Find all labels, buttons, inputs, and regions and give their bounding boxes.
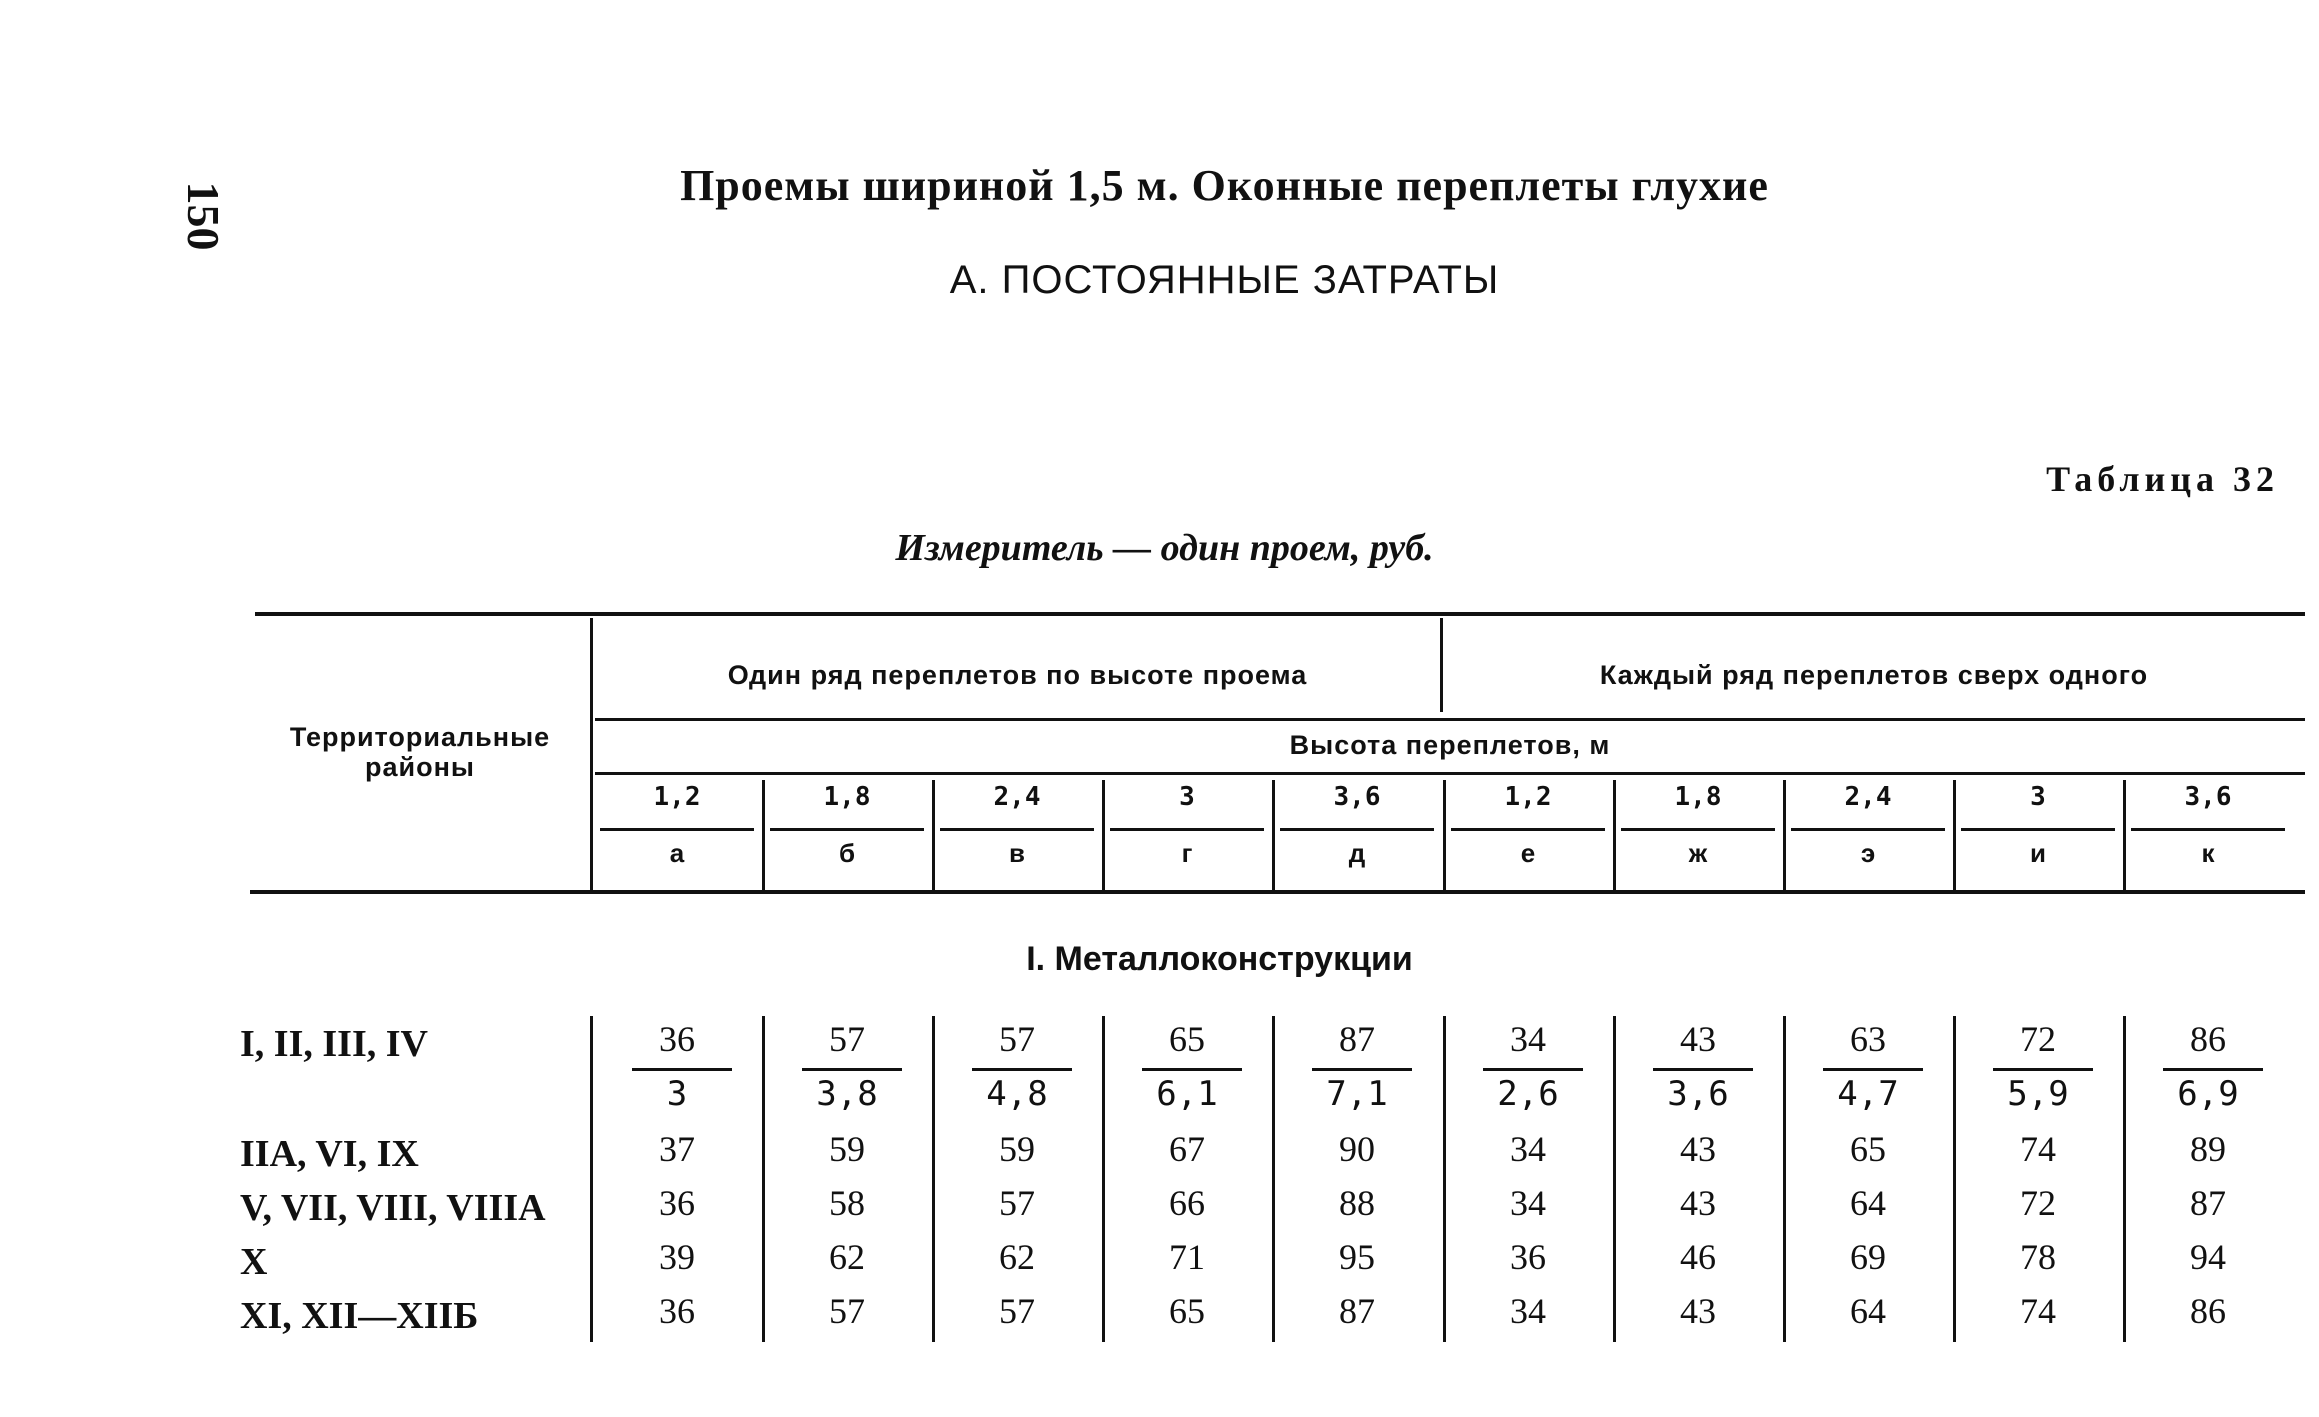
cell-value: 43 (1680, 1129, 1716, 1169)
column-divider (590, 1016, 593, 1342)
column-letter: ж (1688, 838, 1708, 868)
cell-value: 62 (829, 1237, 865, 1277)
group2-header: Каждый ряд переплетов сверх одного (1599, 660, 2149, 690)
unit-caption: Измеритель — один проем, руб. (895, 527, 1434, 569)
cell-value: 90 (1339, 1129, 1375, 1169)
cell-value: 46 (1680, 1237, 1716, 1277)
column-divider (1272, 1016, 1275, 1342)
height-caption: Высота переплетов, м (1289, 730, 1611, 760)
region-column-header: Территориальные районы (289, 722, 551, 782)
height-row-rule (940, 828, 1094, 831)
region-name: I, II, III, IV (240, 1023, 428, 1065)
cell-value: 66 (1169, 1183, 1205, 1223)
column-divider (1443, 780, 1446, 890)
column-divider (932, 1016, 935, 1342)
cell-value: 94 (2190, 1237, 2226, 1277)
fraction-bar (1312, 1068, 1412, 1071)
cell-value: 37 (659, 1129, 695, 1169)
column-divider (1783, 780, 1786, 890)
cell-value: 57 (999, 1183, 1035, 1223)
column-divider (1783, 1016, 1786, 1342)
column-letter: б (838, 838, 856, 868)
cell-value: 43 (1680, 1183, 1716, 1223)
cell-value: 59 (999, 1129, 1035, 1169)
cell-value: 34 (1510, 1291, 1546, 1331)
cell-value: 36 (659, 1183, 695, 1223)
column-divider (1613, 1016, 1616, 1342)
cell-numerator: 43 (1680, 1019, 1716, 1059)
region-name: V, VII, VIII, VIIIA (240, 1187, 546, 1229)
subsection-title: I. Металлоконструкции (1026, 940, 1413, 978)
column-divider (1443, 1016, 1446, 1342)
cell-value: 89 (2190, 1129, 2226, 1169)
cell-denominator: 5,9 (2007, 1074, 2069, 1114)
fraction-bar (972, 1068, 1072, 1071)
column-height: 1,8 (823, 782, 871, 812)
cell-value: 57 (829, 1291, 865, 1331)
column-divider (1102, 780, 1105, 890)
table-top-rule (255, 612, 2305, 616)
height-caption-rule (595, 772, 2305, 775)
cell-denominator: 3,6 (1667, 1074, 1729, 1114)
column-height: 3,6 (2184, 782, 2232, 812)
fraction-bar (1653, 1068, 1753, 1071)
cell-value: 43 (1680, 1291, 1716, 1331)
column-height: 2,4 (993, 782, 1041, 812)
column-divider (2123, 780, 2126, 890)
column-divider (762, 1016, 765, 1342)
column-letter: е (1520, 838, 1536, 868)
group1-header: Один ряд переплетов по высоте проема (727, 660, 1308, 690)
table-number: Таблица 32 (2046, 459, 2279, 499)
cell-value: 88 (1339, 1183, 1375, 1223)
cell-denominator: 4,7 (1837, 1074, 1899, 1114)
cell-numerator: 87 (1339, 1019, 1375, 1059)
cell-denominator: 3,8 (816, 1074, 878, 1114)
cell-numerator: 36 (659, 1019, 695, 1059)
cell-value: 34 (1510, 1129, 1546, 1169)
section-title: А. ПОСТОЯННЫЕ ЗАТРАТЫ (949, 258, 1500, 302)
height-row-rule (1621, 828, 1775, 831)
column-divider (1953, 780, 1956, 890)
height-row-rule (2131, 828, 2285, 831)
cell-value: 39 (659, 1237, 695, 1277)
cell-value: 69 (1850, 1237, 1886, 1277)
fraction-bar (632, 1068, 732, 1071)
cell-denominator: 3 (666, 1074, 688, 1114)
cell-value: 74 (2020, 1129, 2056, 1169)
fraction-bar (1142, 1068, 1242, 1071)
cell-value: 65 (1169, 1291, 1205, 1331)
cell-value: 59 (829, 1129, 865, 1169)
fraction-bar (1823, 1068, 1923, 1071)
height-row-rule (1451, 828, 1605, 831)
cell-value: 62 (999, 1237, 1035, 1277)
fraction-bar (1993, 1068, 2093, 1071)
cell-denominator: 2,6 (1497, 1074, 1559, 1114)
cell-value: 87 (1339, 1291, 1375, 1331)
column-letter: д (1348, 838, 1366, 868)
column-divider (762, 780, 765, 890)
column-height: 3 (2030, 782, 2046, 812)
cell-numerator: 72 (2020, 1019, 2056, 1059)
group-rule (595, 718, 2305, 721)
column-letter: а (669, 838, 685, 868)
height-row-rule (600, 828, 754, 831)
column-divider (932, 780, 935, 890)
height-row-rule (1961, 828, 2115, 831)
cell-value: 74 (2020, 1291, 2056, 1331)
cell-numerator: 34 (1510, 1019, 1546, 1059)
region-name: IIA, VI, IX (240, 1133, 419, 1175)
cell-value: 65 (1850, 1129, 1886, 1169)
cell-value: 64 (1850, 1291, 1886, 1331)
height-row-rule (770, 828, 924, 831)
column-letter: к (2201, 838, 2215, 868)
column-divider (1613, 780, 1616, 890)
column-letter: в (1009, 838, 1025, 868)
cell-value: 78 (2020, 1237, 2056, 1277)
cell-value: 71 (1169, 1237, 1205, 1277)
column-height: 3,6 (1333, 782, 1381, 812)
cell-denominator: 7,1 (1326, 1074, 1388, 1114)
column-height: 1,2 (1504, 782, 1552, 812)
cell-value: 57 (999, 1291, 1035, 1331)
fraction-bar (1483, 1068, 1583, 1071)
cell-numerator: 57 (829, 1019, 865, 1059)
page-number: 150 (178, 181, 229, 251)
cell-numerator: 63 (1850, 1019, 1886, 1059)
cell-denominator: 6,9 (2177, 1074, 2239, 1114)
region-name: X (240, 1241, 268, 1283)
cell-denominator: 6,1 (1156, 1074, 1218, 1114)
column-height: 2,4 (1844, 782, 1892, 812)
cell-value: 36 (1510, 1237, 1546, 1277)
column-divider (1272, 780, 1275, 890)
height-row-rule (1110, 828, 1264, 831)
cell-value: 67 (1169, 1129, 1205, 1169)
cell-numerator: 86 (2190, 1019, 2226, 1059)
header-bottom-rule (250, 890, 2305, 894)
cell-value: 58 (829, 1183, 865, 1223)
region-name: XI, XII—XIIБ (240, 1295, 479, 1337)
fraction-bar (802, 1068, 902, 1071)
column-height: 1,2 (653, 782, 701, 812)
page-title: Проемы шириной 1,5 м. Оконные переплеты глухие (680, 161, 1769, 210)
cell-value: 95 (1339, 1237, 1375, 1277)
cell-numerator: 57 (999, 1019, 1035, 1059)
column-letter: г (1181, 838, 1193, 868)
cell-value: 87 (2190, 1183, 2226, 1223)
cell-denominator: 4,8 (986, 1074, 1048, 1114)
cell-value: 36 (659, 1291, 695, 1331)
cell-value: 64 (1850, 1183, 1886, 1223)
column-letter: э (1860, 838, 1876, 868)
column-divider (1953, 1016, 1956, 1342)
column-height: 1,8 (1674, 782, 1722, 812)
column-divider (2123, 1016, 2126, 1342)
column-divider (1102, 1016, 1105, 1342)
height-row-rule (1791, 828, 1945, 831)
column-letter: и (2030, 838, 2046, 868)
cell-value: 34 (1510, 1183, 1546, 1223)
height-row-rule (1280, 828, 1434, 831)
cell-numerator: 65 (1169, 1019, 1205, 1059)
fraction-bar (2163, 1068, 2263, 1071)
cell-value: 72 (2020, 1183, 2056, 1223)
column-height: 3 (1179, 782, 1195, 812)
cell-value: 86 (2190, 1291, 2226, 1331)
